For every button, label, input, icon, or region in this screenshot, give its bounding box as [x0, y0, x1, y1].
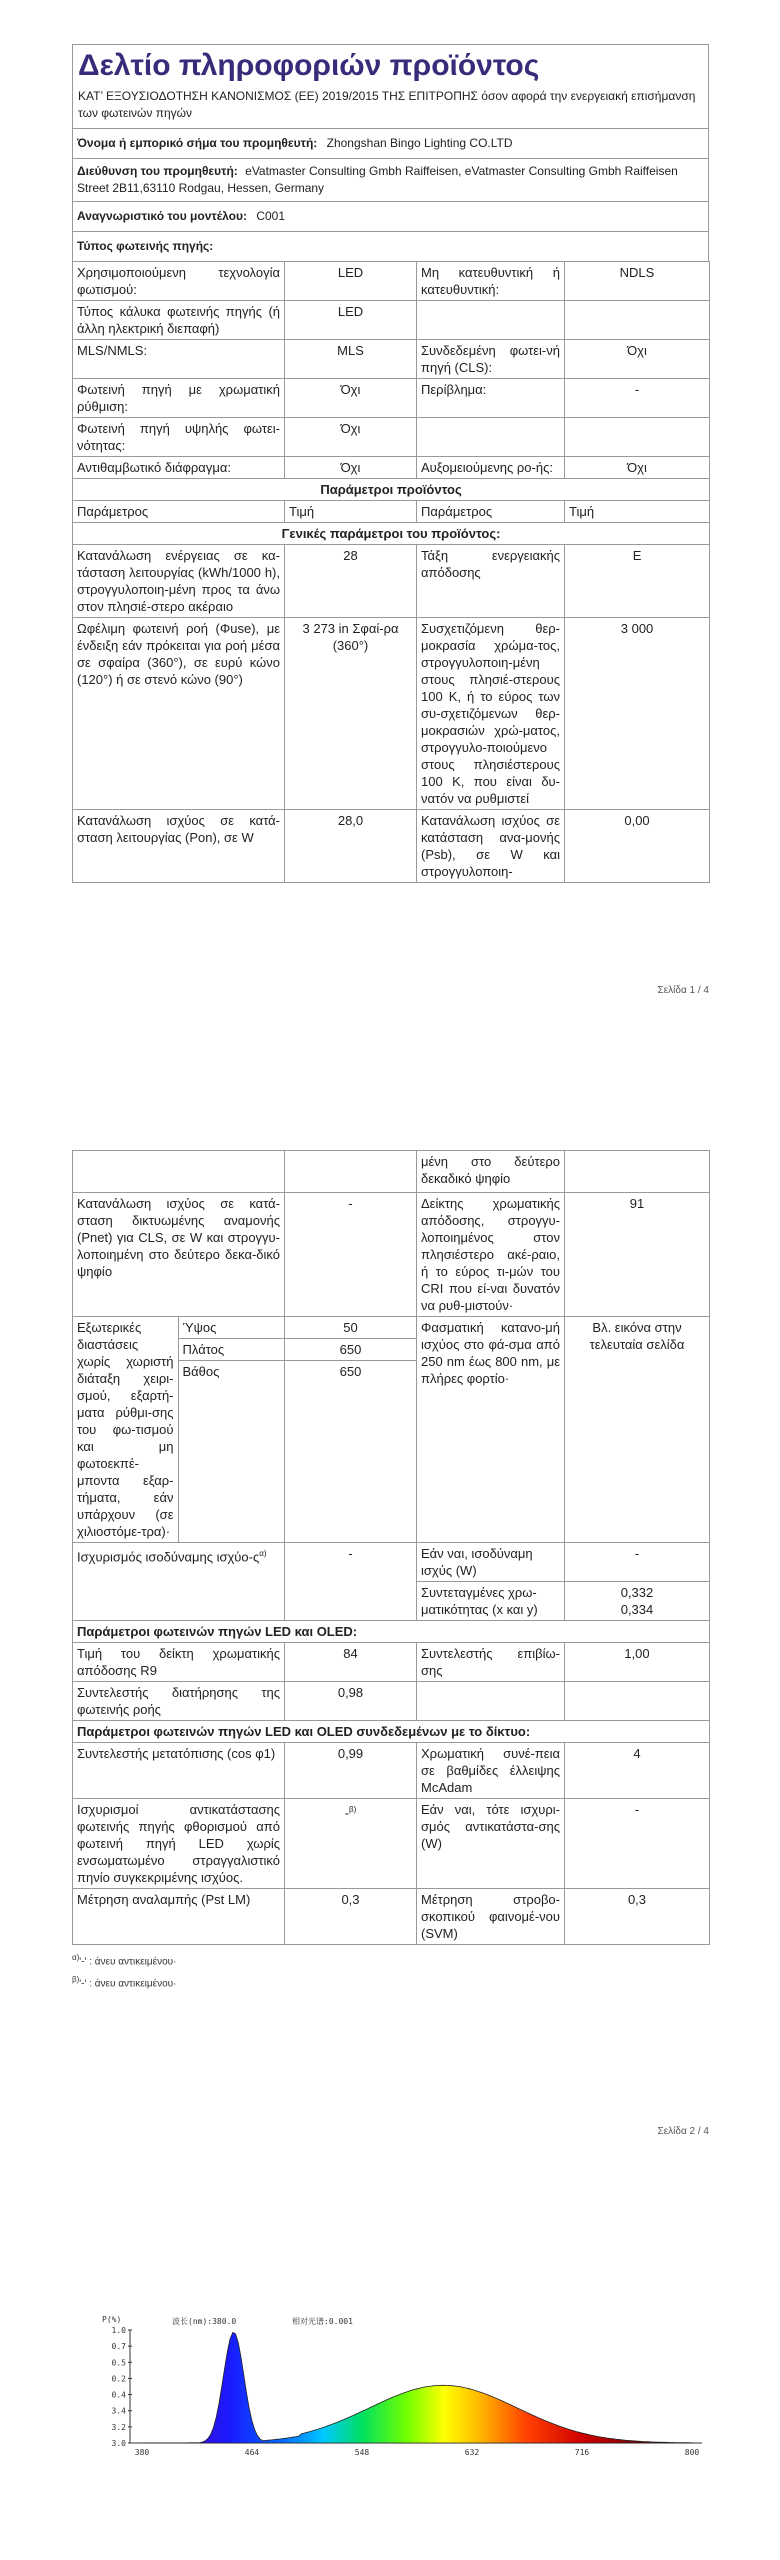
footnotes	[72, 1949, 709, 1994]
document-title: Δελτίο πληροφοριών προϊόντος	[78, 49, 540, 82]
param-label: Τιμή του δείκτη χρωματικής απόδοσης R9	[73, 1643, 285, 1682]
spectrum-y-ticks	[112, 2326, 132, 2448]
spectral-value: Βλ. εικόνα στην τελευταία σελίδα	[565, 1317, 710, 1543]
param-label: Τάξη ενεργειακής απόδοσης	[417, 545, 565, 618]
param-label: Μη κατευθυντική ή κατευθυντική:	[417, 262, 565, 301]
mains-param-row	[73, 1889, 710, 1945]
param-value: 28	[285, 545, 417, 618]
param-value	[565, 418, 710, 457]
spectrum-y-tick: 3.2	[111, 2422, 126, 2432]
param-label: Τύπος κάλυκα φωτεινής πηγής (ή άλλη ηλεκτρική διεπαφή)	[73, 301, 285, 340]
col-header-value-2: Τιμή	[565, 501, 710, 523]
spectrum-x-tick: 632	[464, 2448, 480, 2457]
equiv-power-label: Εάν ναι, ισοδύναμη ισχύς (W)	[417, 1543, 565, 1582]
chromaticity-value	[565, 1582, 710, 1621]
param-value: LED	[285, 262, 417, 301]
param-label: Μέτρηση στροβο-σκοπικού φαινομέ-νου (SVM)	[417, 1889, 565, 1945]
led-param-row	[73, 1682, 710, 1721]
param-label	[417, 301, 565, 340]
param-label	[417, 1682, 565, 1721]
light-source-row	[73, 262, 710, 301]
led-param-row	[73, 1643, 710, 1682]
light-source-type-heading: Τύπος φωτεινής πηγής:	[73, 232, 709, 262]
param-label: Κατανάλωση ενέργειας σε κα-τάσταση λειτουργίας (kWh/1000 h), στρογγυλοποιη-μένη προς τα άνω στον πλησιέ-στερο ακέραιο	[73, 545, 285, 618]
dimension-width-label: Πλάτος	[179, 1339, 286, 1361]
param-value: -	[285, 1193, 417, 1317]
param-value: 3 000	[565, 618, 710, 810]
param-label: Κατανάλωση ισχύος σε κατά-σταση λειτουργίας (Pon), σε W	[73, 810, 285, 883]
general-params-heading: Γενικές παράμετροι του προϊόντος:	[73, 523, 710, 545]
param-value	[565, 301, 710, 340]
page-3	[72, 2310, 709, 2460]
dimension-depth-label: Βάθος	[182, 1364, 220, 1379]
param-value: Όχι	[285, 418, 417, 457]
spectrum-y-tick: 1.0	[111, 2326, 126, 2335]
param-value-text: 0,99	[337, 1746, 364, 1761]
equiv-claim-value: -	[285, 1543, 417, 1621]
param-value: 1,00	[565, 1643, 710, 1682]
supplier-name-label: Όνομα ή εμπορικό σήμα του προμηθευτή:	[77, 136, 318, 150]
page-number-2: Σελίδα 2 / 4	[657, 2126, 709, 2137]
supplier-address-label: Διεύθυνση του προμηθευτή:	[77, 164, 238, 178]
dimensions-label: Εξωτερικές διαστάσεις χωρίς χωριστή διάταξη χειρι-σμού, εξαρτή-ματα ρύθμι-σης του φω-τισμού και μη φωτοεκπέ-μποντα εξαρ-τήματα, εάν υπάρχουν (σε χιλιοστόμε-τρα)·	[73, 1317, 178, 1542]
supplier-name-cell	[73, 129, 709, 159]
equiv-power-value: -	[565, 1543, 710, 1582]
param-label: Φωτεινή πηγή υψηλής φωτει-νότητας:	[73, 418, 285, 457]
mains-params-heading: Παράμετροι φωτεινών πηγών LED και OLED συνδεδεμένων με το δίκτυο:	[73, 1721, 710, 1743]
spectral-label: Φασματική κατανο-μή ισχύος στο φά-σμα από 250 nm έως 800 nm, με πλήρες φορτίο·	[417, 1317, 565, 1543]
spectrum-y-axis-label: P(%)	[102, 2315, 122, 2324]
model-id-value: C001	[256, 209, 286, 223]
param-value	[565, 1682, 710, 1721]
product-params-table-cont	[72, 1150, 710, 1945]
param-value: 4	[565, 1743, 710, 1799]
dimension-height-value: 50	[285, 1317, 416, 1339]
chromaticity-x: 0,332	[620, 1585, 654, 1600]
param-value: E	[565, 545, 710, 618]
chromaticity-y: 0,334	[620, 1602, 654, 1617]
param-label: Αντιθαμβωτικό διάφραγμα:	[73, 457, 285, 479]
spectrum-y-tick: 0.5	[111, 2358, 126, 2368]
spectrum-x-tick: 800	[684, 2448, 700, 2457]
spectrum-curve	[142, 2332, 692, 2443]
light-source-row	[73, 379, 710, 418]
empty-cell	[285, 1151, 417, 1193]
footnote-ref-a: α)	[259, 1549, 267, 1558]
dimensions-subtable	[73, 1317, 285, 1542]
param-value: 91	[565, 1193, 710, 1317]
spectrum-x-tick: 716	[574, 2448, 590, 2457]
dimension-height-label: Ύψος	[179, 1317, 286, 1339]
mains-param-row	[73, 1743, 710, 1799]
param-value: Όχι	[565, 457, 710, 479]
param-label: Χρωματική συνέ-πεια σε βαθμίδες έλλειψης McAdam	[417, 1743, 565, 1799]
spectrum-y-tick: 0.2	[111, 2374, 126, 2384]
product-params-table	[72, 478, 710, 883]
model-id-label: Αναγνωριστικό του μοντέλου:	[77, 209, 247, 223]
param-label: Μέτρηση αναλαμπής (Pst LM)	[73, 1889, 285, 1945]
param-value: -	[565, 379, 710, 418]
col-header-param-1: Παράμετρος	[73, 501, 285, 523]
mains-param-row	[73, 1799, 710, 1889]
param-value: Όχι	[285, 379, 417, 418]
empty-cell	[73, 1151, 285, 1193]
param-label: Συντελεστής μετατόπισης (cos φ1)	[73, 1743, 285, 1799]
param-row	[73, 810, 710, 883]
param-value: NDLS	[565, 262, 710, 301]
light-source-row	[73, 340, 710, 379]
param-label: Χρησιμοποιούμενη τεχνολογία φωτισμού:	[73, 262, 285, 301]
page-1	[72, 44, 709, 1019]
param-value	[285, 1799, 417, 1889]
param-label: Συντελεστής διατήρησης της φωτεινής ροής	[73, 1682, 285, 1721]
dimensions-cell	[73, 1317, 285, 1543]
spectrum-wavelength-label: 波长(nm):380.0	[172, 2317, 237, 2326]
footnote-a-text: '-' : άνευ αντικειμένου·	[79, 1956, 177, 1968]
page-2	[72, 1150, 709, 2038]
dimension-width-value: 650	[285, 1339, 416, 1361]
light-source-row	[73, 418, 710, 457]
param-label: Φωτεινή πηγή με χρωματική ρύθμιση:	[73, 379, 285, 418]
param-label	[417, 418, 565, 457]
light-source-type-table	[72, 261, 710, 479]
dimension-depth-value: 650	[339, 1364, 362, 1379]
spectrum-y-tick: 0.4	[111, 2390, 126, 2400]
spectrum-chart	[92, 2310, 712, 2460]
empty-cell	[565, 1151, 710, 1193]
param-value	[285, 1889, 417, 1945]
footnote-b	[72, 1971, 709, 1993]
chromaticity-label: Συντεταγμένες χρω-ματικότητας (x και y)	[417, 1582, 565, 1621]
param-label: Κατανάλωση ισχύος σε κατάσταση ανα-μονής (Psb), σε W και στρογγυλοποιη-	[417, 810, 565, 883]
spectrum-y-tick: 0.7	[111, 2342, 126, 2352]
param-value: 0,3	[565, 1889, 710, 1945]
param-label: Εάν ναι, τότε ισχυρι-σμός αντικατάστα-σης (W)	[417, 1799, 565, 1889]
param-label: Ισχυρισμοί αντικατάστασης φωτεινής πηγής φθορισμού από φωτεινή πηγή LED χωρίς ενσωματωμένο στραγγαλιστικό πηνίο συγκεκριμένης ισχύος.	[73, 1799, 285, 1889]
param-label: MLS/NMLS:	[73, 340, 285, 379]
param-label: Συντελεστής επιβίω-σης	[417, 1643, 565, 1682]
spectrum-x-tick: 380	[134, 2448, 150, 2457]
param-value: 0,98	[285, 1682, 417, 1721]
equiv-claim-text: Ισχυρισμός ισοδύναμης ισχύο-ς	[77, 1549, 260, 1565]
spectrum-x-tick: 548	[354, 2448, 370, 2457]
param-value: LED	[285, 301, 417, 340]
param-label: Αυξομειούμενης ρο-ής:	[417, 457, 565, 479]
param-value: 84	[285, 1643, 417, 1682]
param-label: Συνδεδεμένη φωτει-νή πηγή (CLS):	[417, 340, 565, 379]
param-label: Ωφέλιμη φωτεινή ροή (Φuse), με ένδειξη εάν πρόκειται για ροή μέσα σε σφαίρα (360°), σε ευρύ κώνο (120°) ή σε στενό κώνο (90°)	[73, 618, 285, 810]
supplier-info-table	[72, 128, 709, 262]
light-source-row	[73, 457, 710, 479]
page-number-1: Σελίδα 1 / 4	[657, 985, 709, 996]
param-continued: μένη στο δεύτερο δεκαδικό ψηφίο	[417, 1151, 565, 1193]
param-label: Κατανάλωση ισχύος σε κατά-σταση δικτυωμένης αναμονής (Pnet) για CLS, σε W και στρογγυ-λοποιημένη στο δεύτερο δεκα-δικό ψηφίο	[73, 1193, 285, 1317]
footnote-a	[72, 1949, 709, 1971]
spectrum-svg	[92, 2310, 712, 2460]
param-row	[73, 618, 710, 810]
param-value	[285, 1743, 417, 1799]
model-id-cell	[73, 202, 709, 232]
param-value: Όχι	[285, 457, 417, 479]
footnote-ref-b: β)	[349, 1805, 357, 1814]
param-value-text: -	[344, 1805, 350, 1821]
document-header	[72, 44, 709, 129]
param-label: Περίβλημα:	[417, 379, 565, 418]
light-source-row	[73, 301, 710, 340]
supplier-address-cell	[73, 159, 709, 202]
product-params-heading: Παράμετροι προϊόντος	[73, 479, 710, 501]
dimensions-names	[178, 1317, 285, 1542]
param-value: 3 273 in Σφαί-ρα (360°)	[285, 618, 417, 810]
footnote-a-mark: α)	[72, 1953, 80, 1962]
supplier-name-value: Zhongshan Bingo Lighting CO.LTD	[326, 136, 513, 150]
spectrum-x-tick: 464	[244, 2448, 260, 2457]
equiv-claim-label	[73, 1543, 285, 1621]
spectrum-relative-label: 相对光谱:0.001	[292, 2317, 353, 2326]
document-subtitle: ΚΑΤ’ ΕΞΟΥΣΙΟΔΟΤΗΣΗ ΚΑΝΟΝΙΣΜΟΣ (ΕΕ) 2019/2015 ΤΗΣ ΕΠΙΤΡΟΠΗΣ όσον αφορά την ενεργειακή επισήμανση των φωτεινών πηγών	[78, 89, 696, 120]
col-header-param-2: Παράμετρος	[417, 501, 565, 523]
spectrum-x-ticks	[135, 2448, 700, 2457]
footnote-b-mark: β)	[72, 1975, 80, 1985]
supplier-address-value: eVatmaster Consulting Gmbh Raiffeisen, eVatmaster Consulting Gmbh Raiffeisen Street 2B11,63110 Rodgau, Hessen, Germany	[77, 164, 678, 195]
param-value: MLS	[285, 340, 417, 379]
led-params-heading: Παράμετροι φωτεινών πηγών LED και OLED:	[73, 1621, 710, 1643]
dimensions-values	[285, 1317, 417, 1543]
param-row	[73, 545, 710, 618]
spectrum-y-tick: 3.0	[111, 2439, 126, 2448]
spectrum-y-tick: 3.4	[111, 2406, 126, 2416]
footnote-b-text: '-' : άνευ αντικειμένου·	[79, 1978, 177, 1990]
param-value: 0,00	[565, 810, 710, 883]
param-label: Δείκτης χρωματικής απόδοσης, στρογγυ-λοποιημένος στον πλησιέστερο ακέ-ραιο, ή το εύρος τι-μών του CRI που εί-ναι δυνατόν να ρυθ-μιστούν·	[417, 1193, 565, 1317]
col-header-value-1: Τιμή	[285, 501, 417, 523]
param-label: Συσχετιζόμενη θερ-μοκρασία χρώμα-τος, στρογγυλοποιη-μένη στους πλησιέ-στερους 100 K, ή το εύρος των συ-σχετιζόμενων θερ-μοκρασιών χρώ-ματος, στρογγυλο-ποιούμενο στους πλησιέστερους 100 K, που είναι δυ-νατόν να ρυθμιστεί	[417, 618, 565, 810]
param-value: 28,0	[285, 810, 417, 883]
param-value-text: 0,3	[341, 1892, 360, 1907]
param-value: Όχι	[565, 340, 710, 379]
param-value: -	[565, 1799, 710, 1889]
param-row	[73, 1193, 710, 1317]
